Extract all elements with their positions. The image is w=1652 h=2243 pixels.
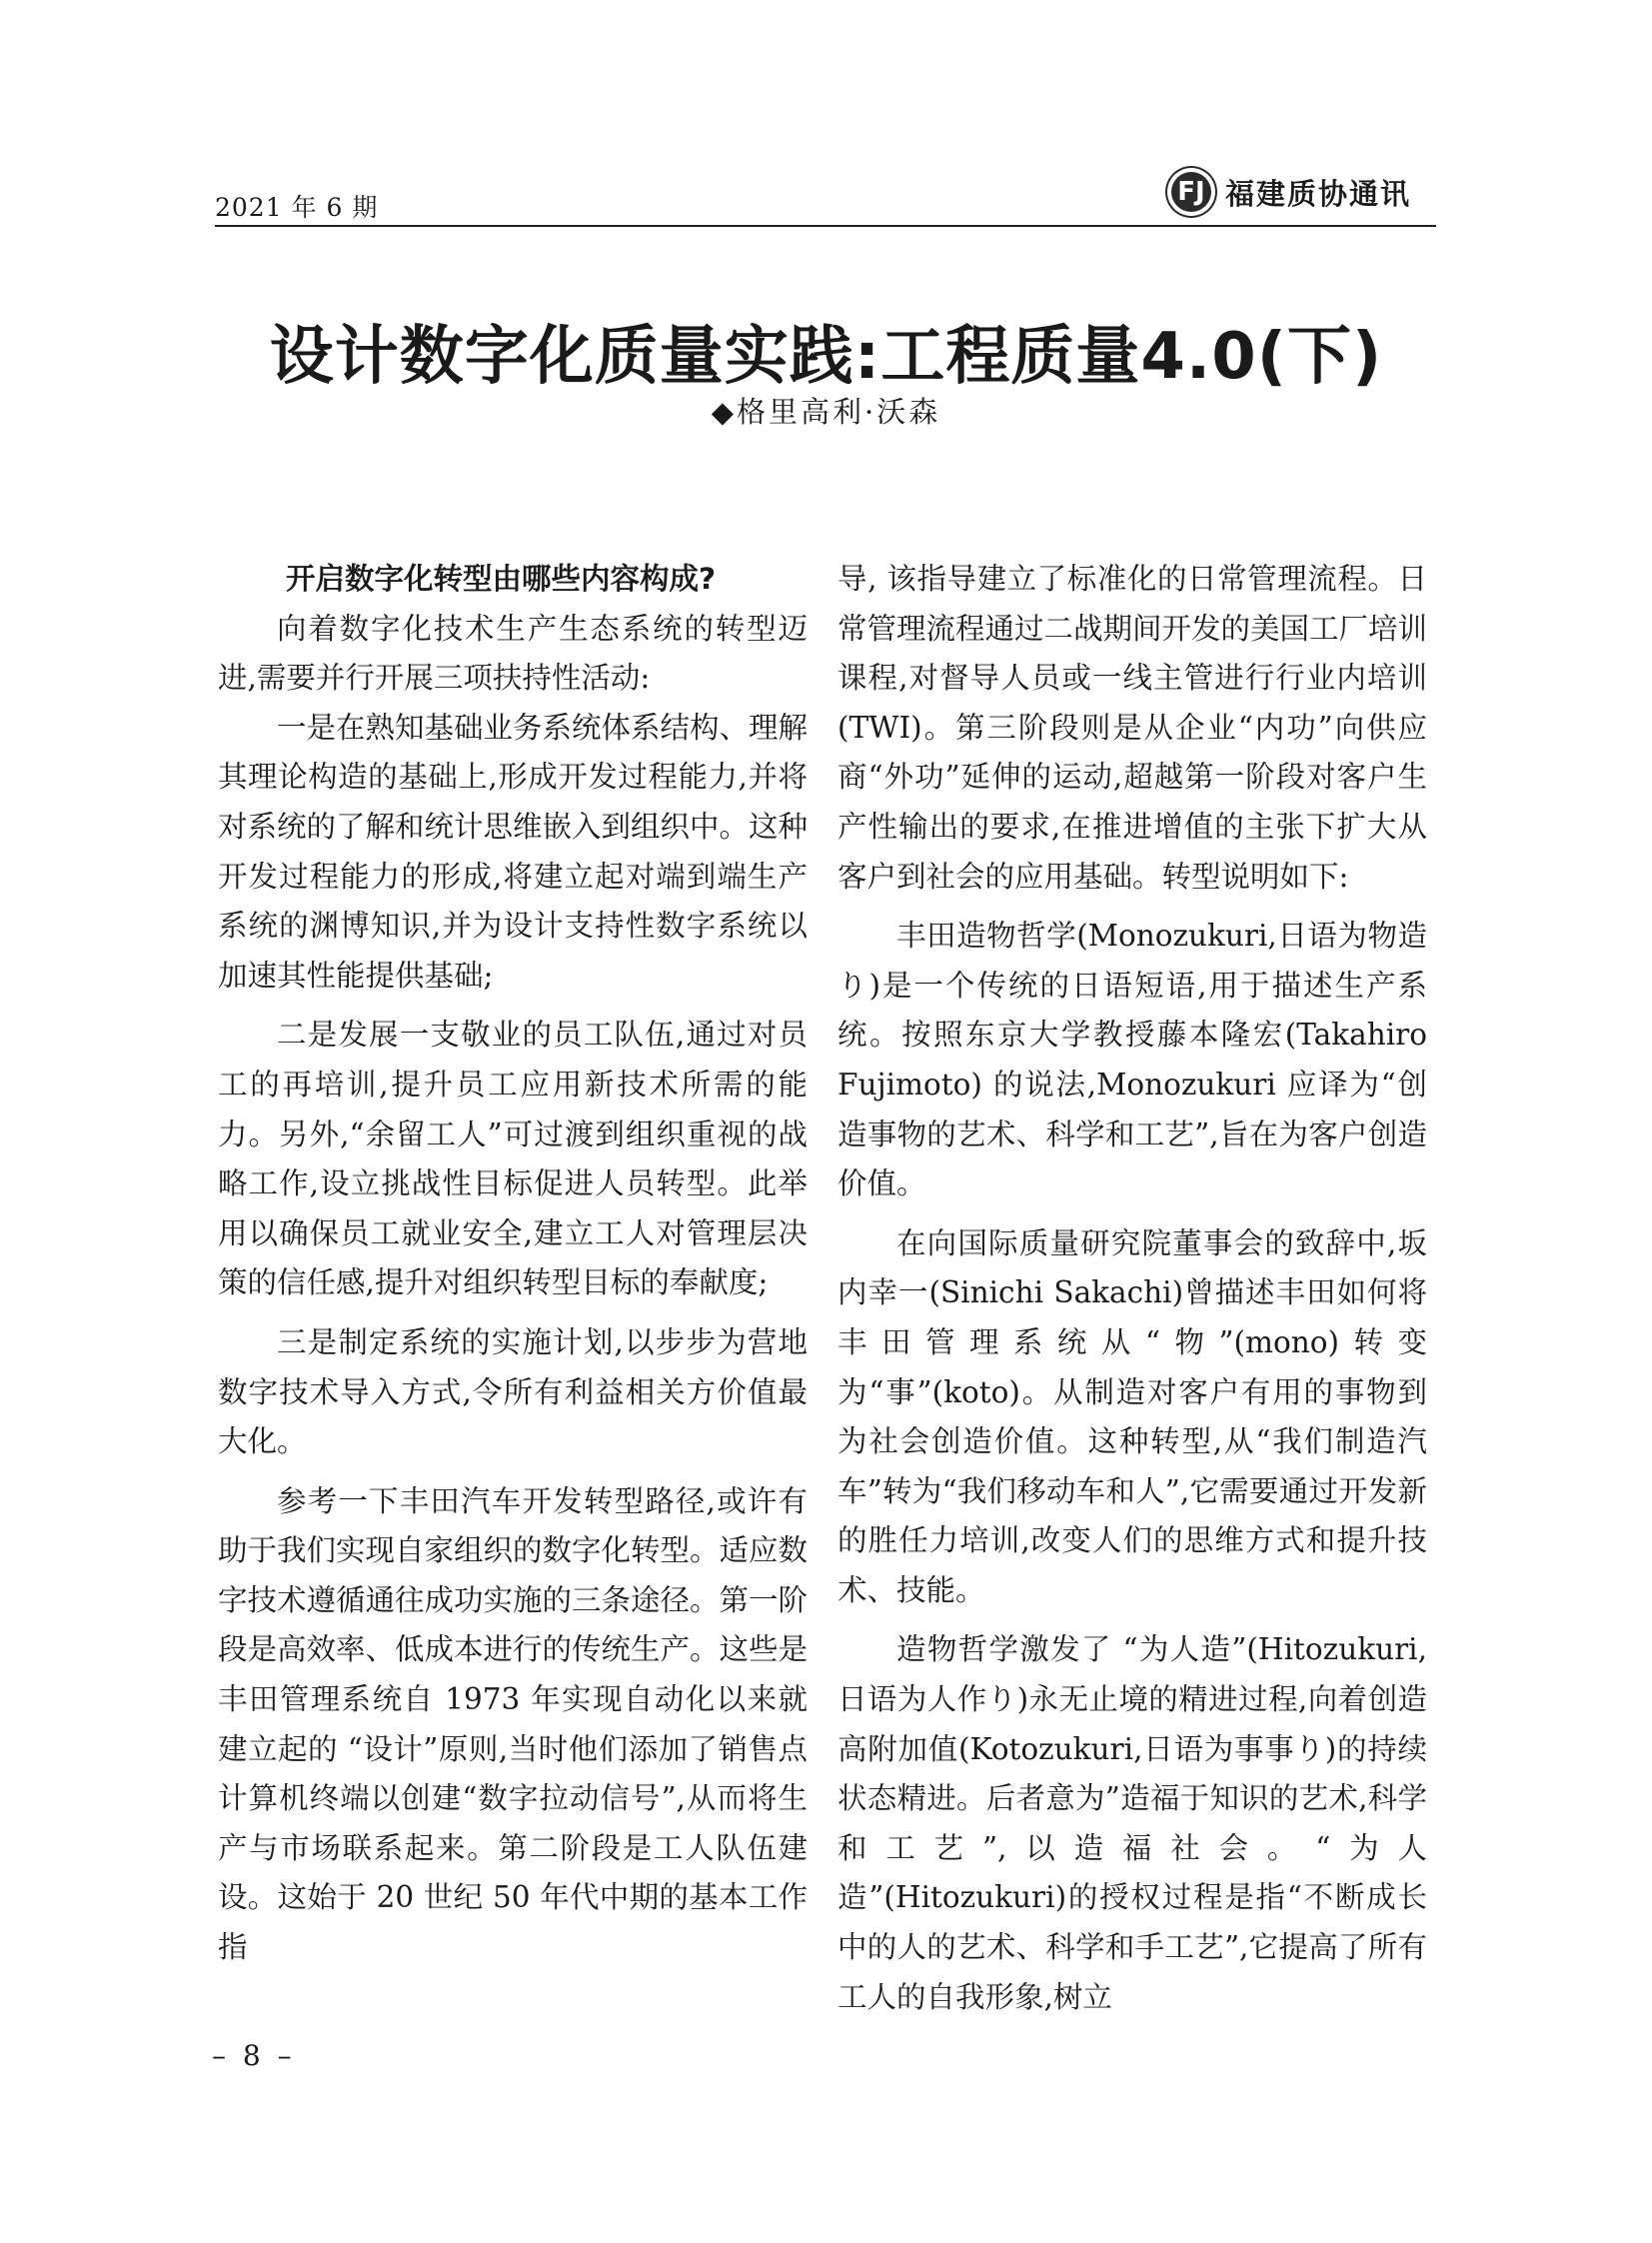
article-title: 设计数字化质量实践:工程质量4.0(下)	[269, 320, 1383, 394]
journal-masthead	[1167, 168, 1411, 216]
section-heading: 开启数字化转型由哪些内容构成?	[286, 562, 717, 596]
paragraph: 丰田造物哲学(Monozukuri,日语为物造り)是一个传统的日语短语,用于描述生产系统。按照东京大学教授藤本隆宏(Takahiro Fujimoto) 的说法,Monozukuri 应译为“创造事物的艺术、科学和工艺”,旨在为客户创造价值。	[837, 919, 1427, 1201]
paragraph: 一是在熟知基础业务系统体系结构、理解其理论构造的基础上,形成开发过程能力,并将对系统的了解和统计思维嵌入到组织中。这种开发过程能力的形成,将建立起对端到端生产系统的渊博知识,并为设计支持性数字系统以加速其性能提供基础;	[218, 710, 809, 993]
journal-logo-icon: FJ	[1167, 168, 1215, 216]
paragraph: 在向国际质量研究院董事会的致辞中,坂内幸一(Sinichi Sakachi)曾描述丰田如何将丰田管理系统从“物”(mono)转变为“事”(koto)。从制造对客户有用的事物到为社会创造价值。这种转型,从“我们制造汽车”转为“我们移动车和人”,它需要通过开发新的胜任力培训,改变人们的思维方式和提升技术、技能。	[837, 1225, 1427, 1607]
page-number: – 8 –	[212, 2039, 296, 2072]
paragraph: 三是制定系统的实施计划,以步步为营地数字技术导入方式,令所有利益相关方价值最大化。	[218, 1324, 808, 1459]
paragraph: 参考一下丰田汽车开发转型路径,或许有助于我们实现自家组织的数字化转型。适应数字技术遵循通往成功实施的三条途径。第一阶段是高效率、低成本进行的传统生产。这些是丰田管理系统自 1973 年实现自动化以来就建立起的 “设计”原则,当时他们添加了销售点计算机终端以创建“数字拉动信号”,从而将生产与市场联系起来。第二阶段是工人队伍建设。这始于 20 世纪 50 年代中期的基本工作指	[218, 1483, 809, 1965]
paragraph: 向着数字化技术生产生态系统的转型迈进,需要并行开展三项扶持性活动:	[218, 611, 808, 696]
paragraph: 造物哲学激发了 “为人造”(Hitozukuri,日语为人作り)永无止境的精进过程,向着创造高附加值(Kotozukuri,日语为事事り)的持续状态精进。后者意为”造福于知识的艺术,科学和工艺”,以造福社会。“为人造”(Hitozukuri)的授权过程是指“不断成长中的人的艺术、科学和手工艺”,它提高了所有工人的自我形象,树立	[837, 1632, 1427, 2014]
paragraph: 二是发展一支敬业的员工队伍,通过对员工的再培训,提升员工应用新技术所需的能力。另外,“余留工人”可过渡到组织重视的战略工作,设立挑战性目标促进人员转型。此举用以确保员工就业安全,建立工人对管理层决策的信任感,提升对组织转型目标的奉献度;	[218, 1018, 808, 1300]
right-column	[837, 555, 1427, 2022]
article-author: ◆格里高利·沃森	[711, 395, 941, 429]
left-column	[218, 555, 808, 1973]
header-rule	[215, 225, 1436, 227]
journal-name: 福建质协通讯	[1225, 176, 1412, 211]
issue-label: 2021 年 6 期	[215, 193, 379, 222]
paragraph-continued: 导, 该指导建立了标准化的日常管理流程。日常管理流程通过二战期间开发的美国工厂培训课程,对督导人员或一线主管进行行业内培训(TWI)。第三阶段则是从企业“内功”向供应商“外功”延伸的运动,超越第一阶段对客户生产性输出的要求,在推进增值的主张下扩大从客户到社会的应用基础。转型说明如下:	[837, 562, 1428, 894]
